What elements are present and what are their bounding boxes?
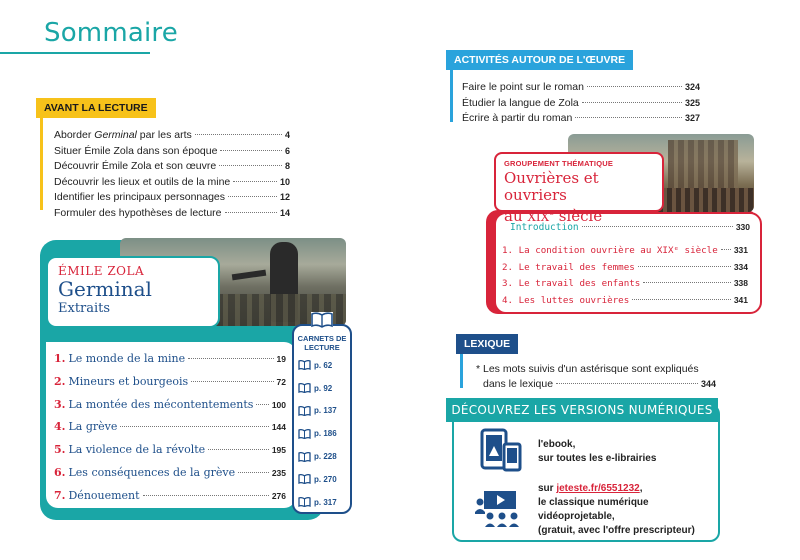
- video-line: (gratuit, avec l'offre prescripteur): [538, 525, 695, 536]
- item-label: Faire le point sur le roman: [462, 81, 584, 93]
- title-line: siècle: [553, 207, 603, 225]
- item-label: 4. Les luttes ouvrières: [502, 294, 630, 306]
- page-number: 325: [684, 97, 700, 108]
- item-label: Aborder: [54, 129, 95, 141]
- page-number: 4: [284, 130, 290, 140]
- carnet-page: p. 270: [314, 474, 337, 484]
- carnet-page: p. 92: [314, 383, 333, 393]
- book-icon: [298, 406, 311, 416]
- list-item[interactable]: [54, 175, 290, 191]
- list-item[interactable]: [54, 144, 290, 160]
- chapter-label: Le monde de la mine: [68, 352, 186, 365]
- lexique-line: dans le lexique: [483, 378, 554, 390]
- book-icon: [298, 360, 311, 370]
- video-line: le classique numérique: [538, 497, 649, 508]
- video-line: sur: [538, 483, 557, 494]
- germinal-title-card: [46, 256, 220, 328]
- leader-dots: [225, 212, 277, 213]
- page-number: 14: [279, 207, 290, 218]
- book-icon: [298, 383, 311, 393]
- item-label: Écrire à partir du roman: [462, 112, 573, 125]
- leader-dots: [208, 449, 269, 450]
- page-number: 10: [279, 176, 290, 187]
- ebook-line: sur toutes les e-librairies: [538, 453, 657, 464]
- book-title: Germinal: [58, 277, 152, 301]
- chapter-item[interactable]: [54, 375, 286, 398]
- avant-list: [54, 128, 290, 222]
- page-number: 19: [276, 354, 286, 364]
- page-number: 100: [271, 399, 286, 410]
- groupement-kicker: GROUPEMENT THÉMATIQUE: [504, 159, 614, 168]
- chapter-item[interactable]: [54, 352, 286, 375]
- jeteste-link[interactable]: jeteste.fr/6551232: [556, 483, 640, 494]
- carnet-item[interactable]: [298, 468, 337, 491]
- leader-dots: [191, 381, 273, 382]
- book-icon: [298, 497, 311, 507]
- chapter-item[interactable]: [54, 443, 286, 466]
- leader-dots: [233, 181, 277, 182]
- section-tag-activites: ACTIVITÉS AUTOUR DE L'ŒUVRE: [446, 50, 633, 70]
- carnet-page: p. 186: [314, 429, 337, 439]
- page-number: 72: [276, 376, 286, 387]
- book-icon: [298, 474, 311, 484]
- chapter-label: La grève: [68, 420, 118, 434]
- chapter-number: 4.: [54, 420, 66, 434]
- list-item[interactable]: [502, 295, 748, 312]
- title-line: au: [504, 207, 528, 225]
- ebook-line: l'ebook,: [538, 439, 576, 450]
- chapter-label: Les conséquences de la grève: [68, 465, 236, 479]
- page-number: 144: [271, 422, 286, 433]
- leader-dots: [632, 299, 731, 300]
- page-number: 235: [271, 467, 286, 478]
- page-number: 341: [733, 294, 748, 305]
- chapter-label: La montée des mécontentements: [68, 397, 254, 411]
- lexique-note[interactable]: [476, 362, 716, 392]
- leader-dots: [219, 165, 282, 166]
- item-label: Découvrir les lieux et outils de la mine: [54, 175, 231, 188]
- ebook-text: [538, 438, 656, 466]
- devices-icon: [480, 428, 522, 472]
- list-item[interactable]: [54, 206, 290, 222]
- title-line: Ouvrières et ouvriers: [504, 169, 599, 204]
- item-label: Identifier les principaux personnages: [54, 191, 226, 204]
- list-item[interactable]: [54, 190, 290, 206]
- item-label: par les arts: [136, 129, 192, 141]
- leader-dots: [582, 226, 733, 227]
- book-icon: [298, 452, 311, 462]
- page-number: 195: [271, 445, 286, 456]
- chapter-item[interactable]: [54, 420, 286, 443]
- leader-dots: [582, 102, 682, 103]
- chapter-number: 6.: [54, 465, 66, 479]
- item-label: Situer Émile Zola dans son époque: [54, 144, 218, 157]
- leader-dots: [143, 495, 269, 496]
- carnets-list: [298, 354, 337, 514]
- page-number: 344: [700, 379, 716, 389]
- page-number: 331: [733, 245, 748, 255]
- chapter-number: 5.: [54, 443, 66, 457]
- video-line: ,: [639, 483, 643, 494]
- leader-dots: [195, 134, 282, 135]
- list-item[interactable]: [462, 96, 700, 112]
- list-item[interactable]: [462, 80, 700, 96]
- carnet-page: p. 228: [314, 452, 337, 462]
- carnet-item[interactable]: [298, 491, 337, 514]
- list-item[interactable]: [462, 111, 700, 127]
- page-number: 338: [733, 278, 748, 288]
- activites-list: [462, 80, 700, 127]
- carnet-page: p. 137: [314, 406, 337, 416]
- page-number: 6: [284, 145, 290, 156]
- section-tag-lexique: LEXIQUE: [456, 334, 518, 354]
- groupement-title: [504, 170, 654, 226]
- chapter-label: Dénouement: [68, 488, 140, 502]
- numerique-header: DÉCOUVREZ LES VERSIONS NUMÉRIQUES: [446, 398, 718, 422]
- page-number: 327: [684, 113, 700, 124]
- item-label: Introduction: [510, 222, 579, 233]
- chapter-list: [54, 352, 286, 512]
- chapter-label: La violence de la révolte: [68, 443, 206, 457]
- title-rule: [0, 52, 150, 54]
- page-number: 324: [684, 82, 700, 92]
- page-number: 276: [271, 490, 286, 501]
- chapter-label: Mineurs et bourgeois: [68, 374, 189, 388]
- leader-dots: [228, 196, 277, 197]
- leader-dots: [643, 282, 731, 283]
- item-label: Découvrir Émile Zola et son œuvre: [54, 160, 217, 173]
- video-line: vidéoprojetable,: [538, 511, 615, 522]
- page-number: 12: [279, 192, 290, 203]
- carnet-item[interactable]: [298, 445, 337, 468]
- leader-dots: [220, 150, 282, 151]
- chapter-number: 2.: [54, 374, 66, 388]
- leader-dots: [575, 117, 682, 118]
- section-bar-avant: [40, 118, 43, 210]
- projection-classroom-icon: [474, 490, 522, 528]
- leader-dots: [188, 358, 273, 359]
- leader-dots: [587, 86, 682, 87]
- leader-dots: [256, 404, 268, 405]
- carnets-title: CARNETS DE LECTURE: [297, 334, 347, 352]
- chapter-item[interactable]: [54, 398, 286, 421]
- chapter-item[interactable]: [54, 489, 286, 512]
- item-label: 1. La condition ouvrière au XIXᵉ siècle: [502, 245, 718, 256]
- carnet-item[interactable]: [298, 422, 337, 445]
- list-item[interactable]: [502, 278, 748, 295]
- chapter-item[interactable]: [54, 466, 286, 489]
- chapter-number: 3.: [54, 397, 66, 411]
- carnet-item[interactable]: [298, 400, 337, 423]
- leader-dots: [120, 426, 268, 427]
- carnet-item[interactable]: [298, 377, 337, 400]
- page-title: Sommaire: [44, 18, 178, 48]
- list-item[interactable]: [54, 128, 290, 144]
- list-item[interactable]: [502, 262, 748, 279]
- title-sup: e: [549, 208, 554, 217]
- section-bar-lexique: [460, 354, 463, 388]
- item-label-italic: Germinal: [94, 129, 137, 141]
- groupement-list: [502, 245, 748, 311]
- intro-item[interactable]: [510, 222, 750, 233]
- page-number: 8: [284, 161, 290, 172]
- leader-dots: [556, 383, 698, 384]
- leader-dots: [721, 249, 731, 250]
- item-label: Étudier la langue de Zola: [462, 96, 579, 109]
- chapter-number: 1.: [54, 352, 66, 365]
- page-number: 330: [735, 222, 750, 232]
- section-tag-avant: AVANT LA LECTURE: [36, 98, 156, 118]
- page-number: 334: [733, 261, 748, 272]
- chapter-number: 7.: [54, 488, 66, 502]
- section-bar-activites: [450, 70, 453, 122]
- item-label: 2. Le travail des femmes: [502, 261, 635, 273]
- author-name: ÉMILE ZOLA: [58, 264, 145, 278]
- item-label: Formuler des hypothèses de lecture: [54, 206, 222, 219]
- book-icon: [298, 429, 311, 439]
- lexique-line: * Les mots suivis d'un astérisque sont expliqués: [476, 363, 699, 375]
- book-subtitle: Extraits: [58, 301, 111, 316]
- title-century: XIX: [527, 210, 550, 224]
- groupement-title-card: [494, 152, 664, 225]
- item-label: 3. Le travail des enfants: [502, 278, 641, 289]
- carnet-page: p. 62: [314, 360, 333, 370]
- list-item[interactable]: [502, 245, 748, 262]
- list-item[interactable]: [54, 159, 290, 175]
- video-text: [538, 482, 695, 538]
- carnet-page: p. 317: [314, 497, 337, 507]
- book-icon: [311, 312, 333, 328]
- leader-dots: [238, 472, 269, 473]
- carnet-item[interactable]: [298, 354, 337, 377]
- leader-dots: [638, 266, 731, 267]
